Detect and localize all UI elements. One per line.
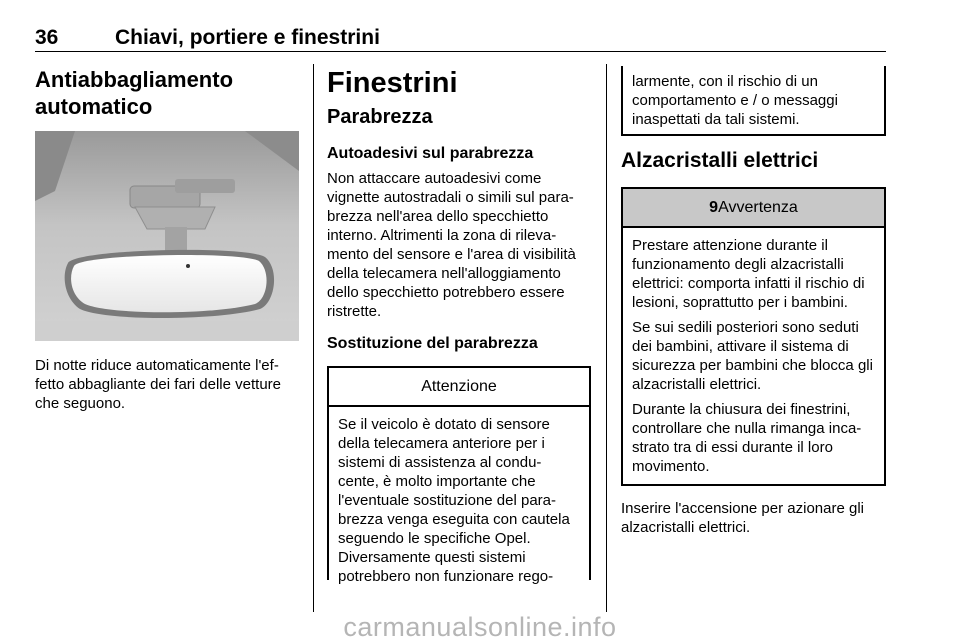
- rearview-mirror-photo: [35, 131, 299, 341]
- warning-paragraph-1: Prestare attenzione durante il funzionamento degli alzacristalli elettrici: comporta infatti il rischio di lesioni, soprattutto per i bambini.: [632, 237, 865, 311]
- column-divider-1: [313, 64, 314, 612]
- mirror-illustration: [35, 131, 299, 341]
- warning-title-bar: [623, 189, 884, 228]
- topic-text-autoadesivi: Non attaccare autoadesivi come vignette autostradali o simili sul para-brezza nell'area dello specchietto interno. Altrimenti la zona di rileva-mento del sensore e l'area di visibilità della telecamera nell'alloggiamento dello specchietto potrebbero essere ristrette.: [327, 170, 576, 320]
- warning-title: Avvertenza: [718, 199, 798, 216]
- page-header: [35, 22, 886, 52]
- column-1: [35, 66, 299, 413]
- section-heading-alzacristalli: Alzacristalli elettrici: [621, 149, 819, 172]
- heading-antiabbagliamento: Antiabbagliamento automatico: [35, 67, 234, 119]
- column-divider-2: [606, 64, 607, 612]
- subsection-title-parabrezza: Parabrezza: [327, 106, 433, 128]
- warning-paragraph-2: Se sui sedili posteriori sono seduti dei bambini, attivare il sistema di sicurezza per bambini che blocca gli alzacristalli elettrici.: [632, 319, 873, 393]
- mirror-caption: Di notte riduce automaticamente l'ef-fetto abbagliante dei fari delle vetture che seguono.: [35, 357, 281, 412]
- header-rule: [35, 51, 886, 52]
- caution-box-continued: [621, 66, 886, 136]
- page-number: 36: [35, 26, 59, 49]
- running-title: Chiavi, portiere e finestrini: [115, 26, 380, 49]
- watermark: carmanualsonline.info: [343, 612, 617, 642]
- warning-paragraph-3: Durante la chiusura dei finestrini, controllare che nulla rimanga inca-strato tra di essi durante il loro movimento.: [632, 401, 862, 475]
- warning-triangle-icon: 9: [709, 199, 719, 216]
- column-3: [621, 66, 886, 537]
- caution-box: [327, 366, 591, 585]
- topic-heading-sostituzione: Sostituzione del parabrezza: [327, 335, 538, 352]
- warning-box: [621, 187, 886, 486]
- caution-continued-text: larmente, con il rischio di un comportamento e / o messaggi inaspettati da tali sistemi.: [632, 73, 838, 128]
- column-2: [327, 66, 591, 585]
- topic-heading-autoadesivi: Autoadesivi sul parabrezza: [327, 145, 534, 162]
- section-title-finestrini: Finestrini: [327, 67, 458, 99]
- alzacristalli-instruction: Inserire l'accensione per azionare gli alzacristalli elettrici.: [621, 500, 864, 536]
- caution-text: Se il veicolo è dotato di sensore della telecamera anteriore per i sistemi di assistenza al condu-cente, è molto importante che l'eventuale sostituzione del para-brezza venga eseguita con cautela seguendo le specifiche Opel. Diversamente questi sistemi potrebbero non funzionare rego-: [338, 416, 570, 585]
- caution-title: Attenzione: [329, 368, 589, 407]
